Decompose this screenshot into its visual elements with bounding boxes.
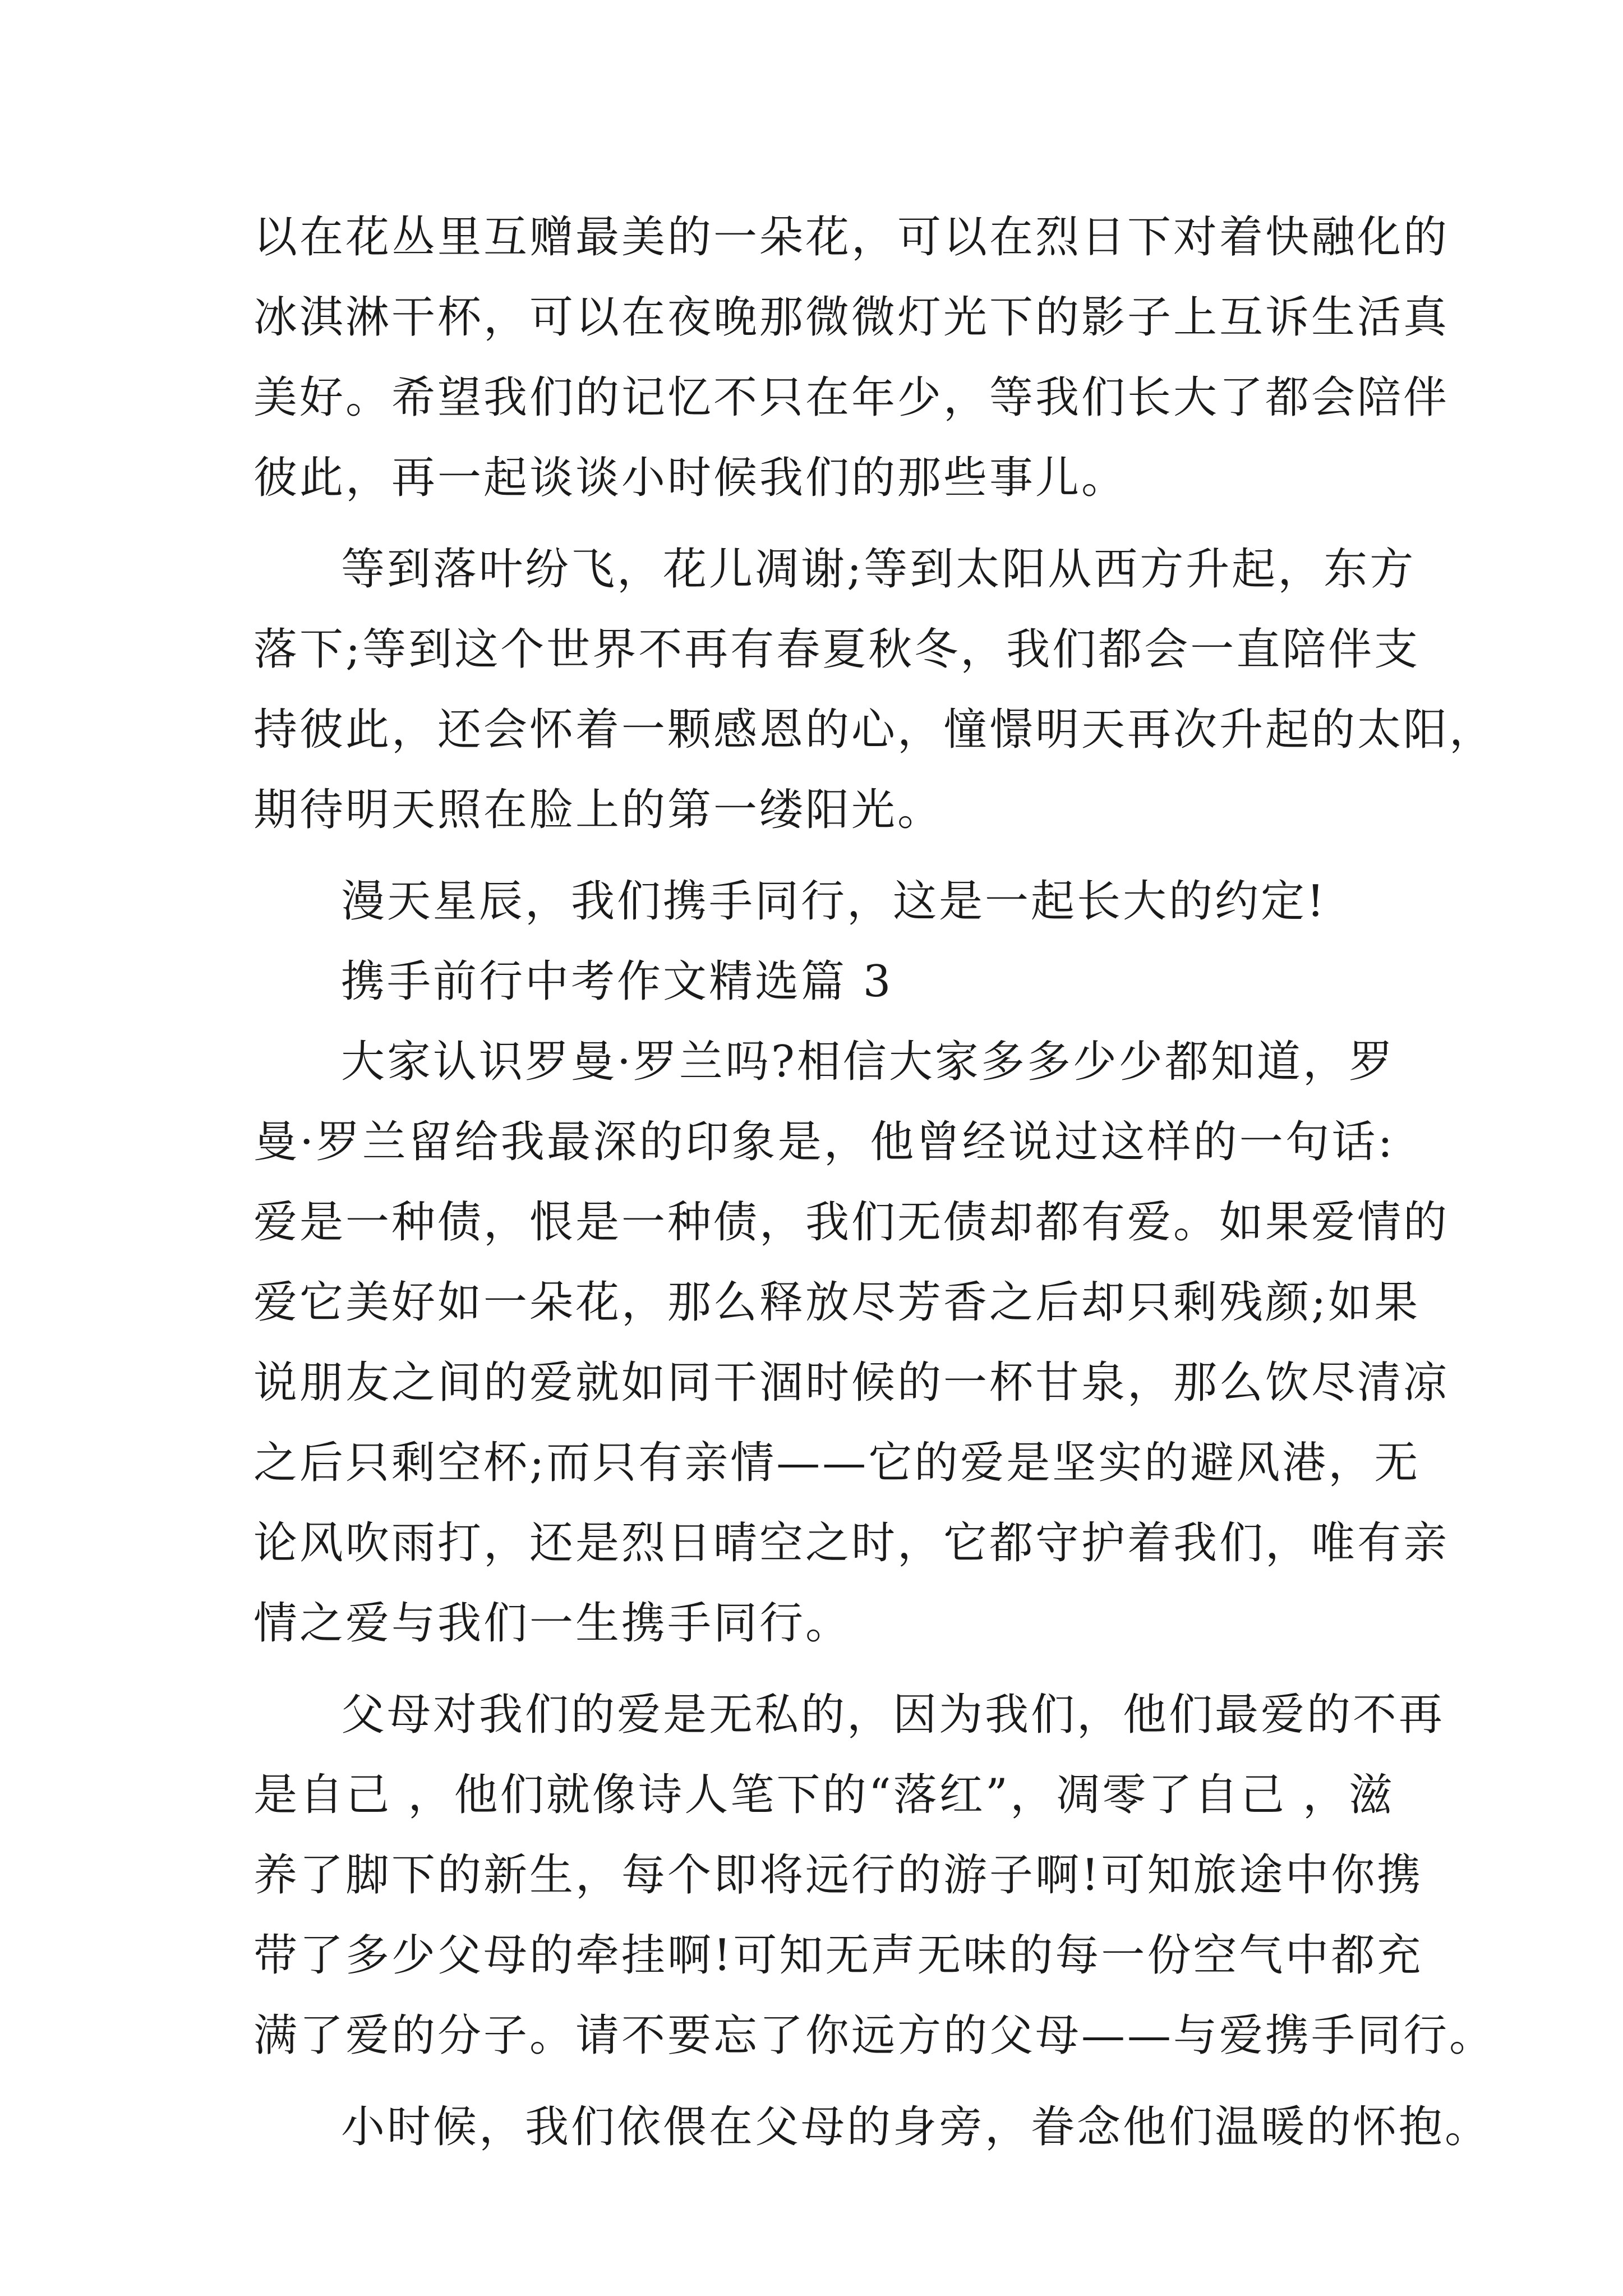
- text-line: 爱是一种债，恨是一种债，我们无债却都有爱。如果爱情的: [253, 1197, 1450, 1248]
- text-line: 父母对我们的爱是无私的，因为我们，他们最爱的不再: [341, 1690, 1445, 1740]
- text-line: 落下;等到这个世界不再有春夏秋冬，我们都会一直陪伴支: [253, 624, 1421, 675]
- document-body: [253, 197, 1496, 2168]
- text-line: 大家认识罗曼·罗兰吗?相信大家多多少少都知道，罗: [341, 1037, 1395, 1087]
- text-line: 漫天星辰，我们携手同行，这是一起长大的约定!: [341, 876, 1327, 927]
- paragraph: [253, 862, 1395, 942]
- text-line: 持彼此，还会怀着一颗感恩的心，憧憬明天再次升起的太阳，: [253, 705, 1496, 755]
- text-line: 冰淇淋干杯，可以在夜晚那微微灯光下的影子上互诉生活真: [253, 292, 1450, 343]
- text-line: 小时候，我们依偎在父母的身旁，眷念他们温暖的怀抱。: [341, 2102, 1491, 2152]
- text-line: 爱它美好如一朵花，那么释放尽芳香之后却只剩残颜;如果: [253, 1277, 1421, 1328]
- paragraph: [253, 530, 1496, 850]
- text-line: 是自己 ，他们就像诗人笔下的“落红”，凋零了自己 ，滋: [253, 1770, 1395, 1820]
- section-heading: [253, 942, 1395, 1022]
- heading-text: 携手前行中考作文精选篇 3: [341, 956, 893, 1007]
- paragraph: [253, 1022, 1450, 1664]
- text-line: 论风吹雨打，还是烈日晴空之时，它都守护着我们，唯有亲: [253, 1518, 1450, 1568]
- text-line: 满了爱的分子。请不要忘了你远方的父母——与爱携手同行。: [253, 2010, 1496, 2061]
- text-line: 情之爱与我们一生携手同行。: [253, 1598, 852, 1649]
- paragraph: [253, 1675, 1496, 2076]
- paragraph: [253, 2087, 1491, 2168]
- paragraph: [253, 197, 1450, 518]
- text-line: 说朋友之间的爱就如同干涸时候的一杯甘泉，那么饮尽清凉: [253, 1358, 1450, 1408]
- text-line: 美好。希望我们的记忆不只在年少，等我们长大了都会陪伴: [253, 372, 1450, 423]
- text-line: 期待明天照在脸上的第一缕阳光。: [253, 785, 944, 835]
- text-line: 带了多少父母的牵挂啊!可知无声无味的每一份空气中都充: [253, 1930, 1423, 1981]
- text-line: 曼·罗兰留给我最深的印象是，他曾经说过这样的一句话:: [253, 1117, 1395, 1167]
- text-line: 养了脚下的新生，每个即将远行的游子啊!可知旅途中你携: [253, 1850, 1423, 1901]
- text-line: 彼此，再一起谈谈小时候我们的那些事儿。: [253, 453, 1128, 503]
- text-line: 之后只剩空杯;而只有亲情——它的爱是坚实的避风港，无: [253, 1438, 1421, 1488]
- text-line: 以在花丛里互赠最美的一朵花，可以在烈日下对着快融化的: [253, 212, 1450, 263]
- text-line: 等到落叶纷飞，花儿凋谢;等到太阳从西方升起，东方: [341, 544, 1416, 595]
